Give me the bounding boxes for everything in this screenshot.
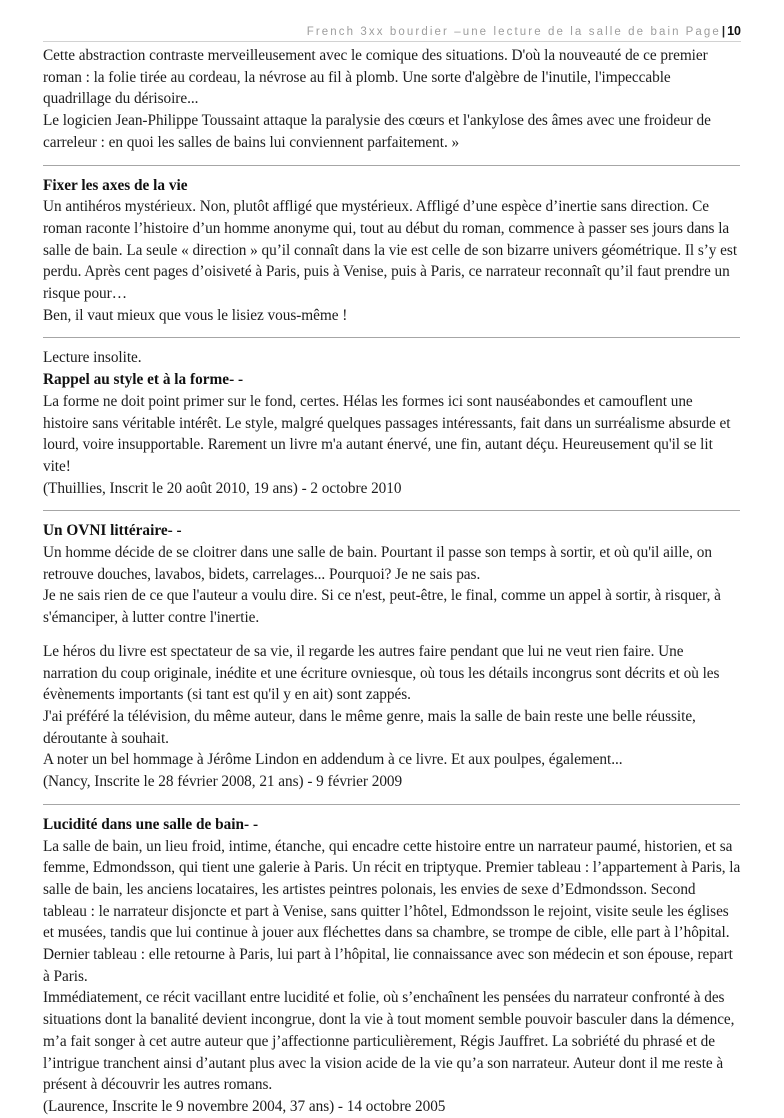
review-pretitle-2: Lecture insolite. <box>43 349 142 367</box>
review-paragraph: Ben, il vaut mieux que vous le lisiez vous-même ! <box>43 306 348 324</box>
page-header <box>43 24 741 44</box>
review-paragraph: Je ne sais rien de ce que l'auteur a voulu dire. Si ce n'est, peut-être, le final, comme un appel à sortir, à risquer, à s'émanciper, à lutter contre l'inertie. <box>43 587 721 627</box>
review-section-1 <box>43 175 741 327</box>
review-paragraph: La forme ne doit point primer sur le fond, certes. Hélas les formes ici sont nauséabondes et camouflent une histoire sans véritable intérêt. Le style, malgré quelques passages intéressants, fait dans un surréalisme absurde et lourd, voire insupportable. Rarement un livre m'a autant énervé, une fin, autant déçu. Heureusement qu'il se lit vite! <box>43 392 731 475</box>
review-signature-3: (Nancy, Inscrite le 28 février 2008, 21 ans) - 9 février 2009 <box>43 773 403 791</box>
document-content <box>43 45 741 1118</box>
spacer <box>43 166 741 175</box>
review-paragraph: J'ai préféré la télévision, du même auteur, dans le même genre, mais la salle de bain reste une belle réussite, déroutante à souhait. <box>43 707 696 747</box>
review-section-2 <box>43 347 741 499</box>
spacer <box>43 326 741 337</box>
header-text-line <box>43 24 741 39</box>
review-paragraph: Le héros du livre est spectateur de sa vie, il regarde les autres faire pendant que lui ne veut rien faire. Une narration du coup originale, inédite et une écriture ovniesque, où tous les détails incongrus sont décrits et où les évènements importants (si tant est qu'il y en ait) sont zappés. <box>43 642 720 704</box>
review-paragraph: Un antihéros mystérieux. Non, plutôt affligé que mystérieux. Affligé d’une espèce d’inertie sans direction. Ce roman raconte l’histoire d’un homme anonyme qui, tout au début du roman, commence à passer ses jours dans la salle de bain. La seule « direction » qu’il connaît dans la vie est celle de son bizarre univers géométrique. Il s’y est perdu. Après cent pages d’oisiveté à Paris, puis à Venise, puis à Paris, ce narrateur reconnaît qu’il faut prendre un risque pour… <box>43 198 738 303</box>
spacer <box>43 511 741 520</box>
review-signature-4: (Laurence, Inscrite le 9 novembre 2004, 37 ans) - 14 octobre 2005 <box>43 1097 446 1115</box>
spacer <box>43 793 741 804</box>
spacer <box>43 154 741 165</box>
intro-paragraph-2: Le logicien Jean-Philippe Toussaint attaque la paralysie des cœurs et l'ankylose des âmes avec une froideur de carreleur : en quoi les salles de bains lui conviennent parfaitement. » <box>43 112 711 151</box>
header-document-title: French 3xx bourdier –une lecture de la salle de bain <box>306 26 681 38</box>
review-paragraph: A noter un bel hommage à Jérôme Lindon en addendum à ce livre. Et aux poulpes, également... <box>43 751 623 769</box>
header-page-number: 10 <box>727 24 741 38</box>
review-section-3 <box>43 520 741 792</box>
spacer <box>43 499 741 510</box>
header-separator: | <box>721 26 726 38</box>
review-section-4 <box>43 814 741 1118</box>
spacer <box>43 338 741 347</box>
review-title-2: Rappel au style et à la forme- - <box>43 371 244 389</box>
intro-paragraph-1: Cette abstraction contraste merveilleusement avec le comique des situations. D'où la nouveauté de ce premier roman : la folie tirée au cordeau, la névrose au fil à plomb. Une sorte d'algèbre de l'inutile, l'impeccable quadrillage du dérisoire... <box>43 47 708 108</box>
review-title-3: Un OVNI littéraire- - <box>43 522 182 540</box>
review-paragraph: La salle de bain, un lieu froid, intime, étanche, qui encadre cette histoire entre un narrateur paumé, historien, et sa femme, Edmondsson, qui tient une galerie à Paris. Un récit en triptyque. Premier tableau : l’appartement à Paris, la salle de bain, les anciens locataires, les artistes peintres polonais, les envies de sexe d’Edmondsson. Second tableau : le narrateur disjoncte et part à Venise, sans quitter l’hôtel, Edmondsson le rejoint, visite seule les églises et musées, tandis que lui continue à jouer aux fléchettes dans sa chambre, se trompe de cible, elle part à l’hôpital. Dernier tableau : elle retourne à Paris, lui part à l’hôpital, lie connaissance avec son médecin et son épouse, repart à Paris. <box>43 837 741 985</box>
intro-block <box>43 45 741 154</box>
review-signature-2: (Thuillies, Inscrit le 20 août 2010, 19 ans) - 2 octobre 2010 <box>43 479 402 497</box>
review-paragraph: Immédiatement, ce récit vacillant entre lucidité et folie, où s’enchaînent les pensées du narrateur confronté à des situations dont la banalité devient incongrue, dont la vie à tout moment semble pouvoir basculer dans la démence, m’a fait songer à cet autre auteur que j’affectionne particulièrement, Régis Jauffret. La sobriété du phrasé et de l’intrigue tranchent ainsi d’autant plus avec la vision acide de la vie qu’a son narrateur. Auteur dont il me reste à présent à découvrir les autres romans. <box>43 989 735 1094</box>
review-title-1: Fixer les axes de la vie <box>43 176 188 194</box>
review-title-4: Lucidité dans une salle de bain- - <box>43 815 259 833</box>
spacer <box>43 805 741 814</box>
header-page-label: Page <box>685 26 721 38</box>
review-paragraph: Un homme décide de se cloitrer dans une salle de bain. Pourtant il passe son temps à sortir, et où qu'il aille, on retrouve douches, lavabos, bidets, carrelages... Pourquoi? Je ne sais pas. <box>43 544 712 583</box>
header-divider <box>43 41 741 42</box>
spacer <box>43 629 741 641</box>
